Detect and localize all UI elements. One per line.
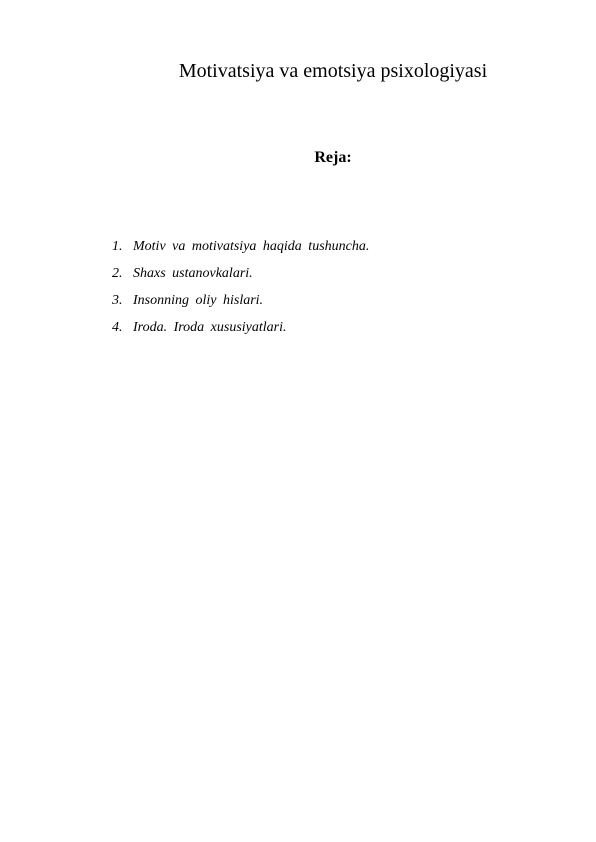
plan-item-text: Insonning oliy hislari.	[133, 293, 264, 308]
document-title: Motivatsiya va emotsiya psixologiyasi	[178, 60, 488, 82]
plan-item-text: Iroda. Iroda xususiyatlari.	[133, 320, 287, 335]
plan-list	[112, 237, 369, 345]
plan-item-number: 3.	[112, 293, 123, 308]
plan-item-2	[112, 264, 369, 283]
plan-item-text: Motiv va motivatsiya haqida tushuncha.	[133, 239, 370, 254]
plan-item-3	[112, 291, 369, 310]
plan-item-text: Shaxs ustanovkalari.	[133, 266, 253, 281]
plan-item-1	[112, 237, 369, 256]
plan-item-4	[112, 318, 369, 337]
plan-item-number: 4.	[112, 320, 123, 335]
plan-heading: Reja:	[314, 149, 352, 166]
plan-item-number: 2.	[112, 266, 123, 281]
plan-item-number: 1.	[112, 239, 123, 254]
